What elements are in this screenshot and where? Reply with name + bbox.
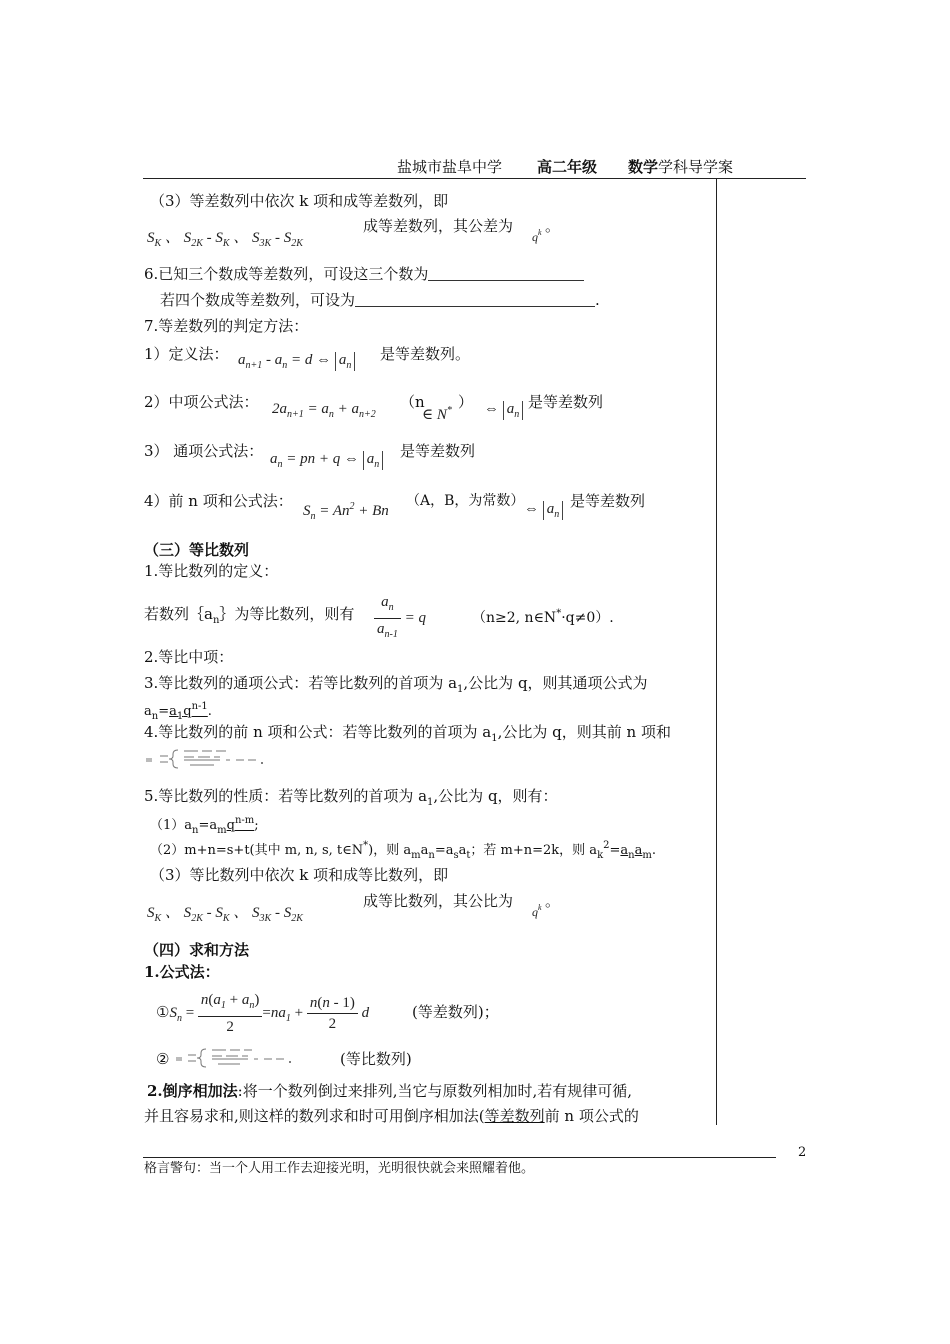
geo-prop2-mid2: ；若 m+n=2k，则 a <box>470 843 598 858</box>
method4-formula: $S_n = An^2 + Bn$ <box>303 501 389 522</box>
sum-method2-line1 <box>147 1081 632 1101</box>
geo-prop2-mid: )，则 a <box>368 843 412 858</box>
arith-prop3-tail: 成等差数列，其公差为 <box>363 217 514 235</box>
geo-gen-a: a <box>144 704 152 719</box>
item6-line2-end: . <box>595 291 600 309</box>
geo-prop1: $(1)a_n=a_mq^{n-m}$; <box>150 815 259 836</box>
geo-def-mid: ｝为等比数列，则有 <box>219 605 355 623</box>
item6-line2-text: 若四个数成等差数列，可设为 <box>160 291 356 309</box>
sum-geo-circle: ② <box>156 1050 170 1068</box>
geo-def-cond-text2: q≠0）. <box>565 610 614 626</box>
geo-gen-eq: = <box>158 704 170 719</box>
method3-formula: $a_n$ = pn + q ⇔ $a_n$ <box>270 451 383 470</box>
geo-def-pre: 若数列｛a <box>144 605 213 623</box>
method2-cond <box>400 392 425 412</box>
method2-tail: 是等差数列 <box>528 393 604 411</box>
arith-sk-sequence: $S_K$ 、 $S_{2K} - S_K$ 、 $S_{3K} - S_{2K}$ <box>147 230 303 249</box>
geo-sum-formula-image <box>144 748 334 770</box>
sum-method2-line2 <box>144 1106 639 1126</box>
header-school: 盐城市盐阜中学 <box>397 158 503 176</box>
margin-rule <box>716 179 717 1125</box>
geo-gen-line1-text: 3.等比数列的通项公式：若等比数列的首项为 a <box>144 674 458 692</box>
geo-gen-line2: $a_n=a_1q^{n-1}$. <box>144 701 212 722</box>
geo-prop3-tail: 成等比数列，其公比为 <box>363 892 514 910</box>
arith-diff-qk: $q^k$ <box>532 228 542 244</box>
method2-abs: ⇔ $a_n$ <box>484 401 523 420</box>
method4-cond: （A，B，为常数） <box>406 493 525 509</box>
arith-prop3-period: 。 <box>545 217 561 235</box>
geo-def-cond-text: （n≥2, n∈N <box>472 610 557 626</box>
geo-sum-line1: 4.等比数列的前 n 项和公式：若等比数列的首项为 $a_1$,公比为 q，则其前 n 项和 <box>144 723 671 744</box>
method2-nstar: ∈ N* <box>422 405 452 423</box>
header-subject-bold: 数学 <box>628 158 659 176</box>
geo-def-line: 若数列$\{a_n\}$为等比数列，则有 <box>144 605 355 626</box>
arith-prop3-title: （3）等差数列中依次 k 项和成等差数列，即 <box>150 192 449 210</box>
geo-prop2-end: . <box>651 843 657 858</box>
sum-geo-note: (等比数列) <box>340 1050 412 1068</box>
geo-def-title: 1.等比数列的定义： <box>144 562 279 580</box>
geo-mid-title: 2.等比中项： <box>144 648 234 666</box>
geo-prop1-text: （1）a <box>150 818 193 833</box>
sum-arith-formula: $①S_n$ = $\frac{n(a_1 + a_n)}{2}$ $=na_1$ + $\frac{n(n - 1)}{2}$ d <box>156 992 370 1035</box>
method1-tail: 是等差数列。 <box>380 345 471 363</box>
geo-gen-line1: 3.等比数列的通项公式：若等比数列的首项为 $a_1$,公比为 q，则其通项公式为 <box>144 674 648 695</box>
item6-blank-1[interactable] <box>428 266 584 281</box>
geo-heading: （三）等比数列 <box>144 541 250 559</box>
method2-cond-text: （n <box>400 393 425 411</box>
geo-prop2-pre: （2）m+n=s+t(其中 m, n, s, t∈N <box>150 843 364 858</box>
method2-cond-end: ） <box>458 393 474 411</box>
sum-method1: 1.公式法： <box>144 963 220 981</box>
item6-line2 <box>160 290 600 310</box>
sum-method2-line2-end: 前 n 项公式的 <box>544 1107 639 1125</box>
geo-gen-formula: $a_1q^{n-1}$ <box>169 701 208 722</box>
geo-prop-title-b: ,公比为 q，则有： <box>433 787 558 805</box>
footer-rule <box>143 1157 776 1158</box>
sum-arith-note: (等差数列)； <box>412 1003 499 1021</box>
method2-label: 2）中项公式法： <box>144 393 259 411</box>
header-grade: 高二年级 <box>537 158 598 176</box>
method4-label: 4）前 n 项和公式法： <box>144 492 293 510</box>
method1-formula: $a_{n+1} - a_n = d$ ⇔ $a_n$ <box>238 352 355 371</box>
method3-label: 3） 通项公式法： <box>144 442 264 460</box>
header-subject <box>628 157 733 177</box>
footer-motto: 格言警句：当一个人用工作去迎接光明，光明很快就会来照耀着他。 <box>144 1161 535 1176</box>
geo-gen-line1b-text: ,公比为 q，则其通项公式为 <box>463 674 648 692</box>
geo-sum-line1b-text: ,公比为 q，则其前 n 项和 <box>497 723 671 741</box>
method4-abs: ⇔ $a_n$ <box>524 501 563 520</box>
item6-blank-2[interactable] <box>355 292 595 307</box>
sum-heading: （四）求和方法 <box>144 941 250 959</box>
sum-method2-title: 2.倒序相加法 <box>147 1082 238 1100</box>
method4-tail: 是等差数列 <box>570 492 646 510</box>
method1-label: 1）定义法： <box>144 345 229 363</box>
item6-line1 <box>144 264 584 284</box>
item7-title: 7.等差数列的判定方法： <box>144 317 309 335</box>
geo-prop-title: 5.等比数列的性质：若等比数列的首项为 $a_1$,公比为 q，则有： <box>144 787 558 808</box>
page-number: 2 <box>798 1145 807 1160</box>
sum-geo-formula-image <box>174 1046 340 1070</box>
geo-def-fraction: $\frac{a_n}{a_{n-1}}$ = q <box>374 592 426 645</box>
geo-prop3-period: 。 <box>545 892 561 910</box>
geo-gen-end: . <box>207 704 212 719</box>
geo-prop-title-text: 5.等比数列的性质：若等比数列的首项为 a <box>144 787 428 805</box>
item6-line1-text: 6.已知三个数成等差数列，可设这三个数为 <box>144 265 429 283</box>
geo-ratio-qk: $q^k$ <box>532 903 542 919</box>
sum-method2-text: :将一个数列倒过来排列,当它与原数列相加时,若有规律可循, <box>237 1082 633 1100</box>
geo-prop2: （2）m+n=s+t(其中 m, n, s, t∈N*)，则 $a_ma_n=a_sa_t$；若 m+n=2k，则 $a_k^2=a_na_m$. <box>150 840 657 861</box>
header-rule <box>143 178 806 179</box>
geo-sk-sequence: $S_K$ 、 $S_{2K} - S_K$ 、 $S_{3K} - S_{2K}$ <box>147 905 303 924</box>
method3-tail: 是等差数列 <box>400 442 476 460</box>
sum-method2-underline: 等差数列 <box>484 1107 545 1125</box>
method2-formula: $2a_{n+1} = a_n + a_{n+2}$ <box>272 401 376 420</box>
geo-sum-line1-text: 4.等比数列的前 n 项和公式：若等比数列的首项为 a <box>144 723 492 741</box>
geo-def-cond: （n≥2, n∈N*·q≠0）. <box>472 608 614 626</box>
sum-method2-line2-text: 并且容易求和,则这样的数列求和时可用倒序相加法( <box>144 1107 485 1125</box>
geo-prop3-title: （3）等比数列中依次 k 项和成等比数列，即 <box>150 866 449 884</box>
geo-gen-val: a <box>169 704 177 719</box>
header-subject-rest: 学科导学案 <box>658 158 734 176</box>
